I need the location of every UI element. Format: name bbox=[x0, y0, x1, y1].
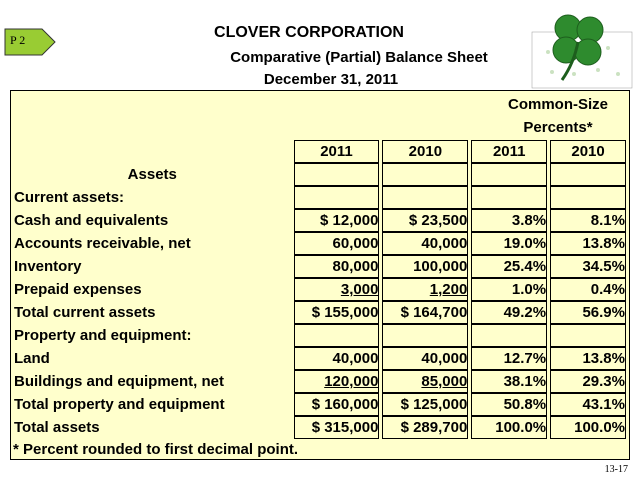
pct-2011 bbox=[471, 278, 547, 301]
col-2011: 2011 bbox=[294, 140, 380, 163]
common-size-line1: Common-Size bbox=[507, 96, 608, 113]
pct-2010-text: 0.4% bbox=[590, 281, 625, 298]
table-row bbox=[14, 370, 626, 393]
value-2010 bbox=[382, 255, 468, 278]
balance-sheet bbox=[10, 90, 630, 460]
value-2010 bbox=[382, 232, 468, 255]
pct-2010 bbox=[550, 232, 626, 255]
value-2010 bbox=[382, 163, 468, 186]
value-2011-text: 60,000 bbox=[332, 235, 379, 252]
value-2011 bbox=[294, 163, 380, 186]
table-row bbox=[14, 324, 626, 347]
header-label-cell bbox=[14, 140, 291, 163]
value-2011 bbox=[294, 209, 380, 232]
value-2010 bbox=[382, 278, 468, 301]
value-2011 bbox=[294, 278, 380, 301]
pct-2010 bbox=[550, 209, 626, 232]
pct-2010-text: 34.5% bbox=[582, 258, 625, 275]
pct-2010-text: 56.9% bbox=[582, 304, 625, 321]
table-row bbox=[14, 232, 626, 255]
pct-2011 bbox=[471, 370, 547, 393]
pct-2011 bbox=[471, 163, 547, 186]
col-2010: 2010 bbox=[382, 140, 468, 163]
pct-2011 bbox=[471, 301, 547, 324]
pct-2011-text: 19.0% bbox=[503, 235, 547, 252]
value-2010-text: 40,000 bbox=[421, 235, 468, 252]
pct-2011 bbox=[471, 416, 547, 439]
pct-2010-text: 13.8% bbox=[582, 235, 625, 252]
value-2010-text: 1,200 bbox=[429, 281, 468, 298]
pct-2011 bbox=[471, 347, 547, 370]
pct-2010 bbox=[550, 255, 626, 278]
row-label: Inventory bbox=[14, 258, 82, 275]
company-title: CLOVER CORPORATION bbox=[214, 24, 404, 41]
value-2010-text: $ 125,000 bbox=[400, 396, 468, 413]
slide-tag-label: P 2 bbox=[10, 33, 26, 47]
value-2010 bbox=[382, 301, 468, 324]
value-2010-text: 40,000 bbox=[421, 350, 468, 367]
value-2011 bbox=[294, 393, 380, 416]
pct-2011 bbox=[471, 324, 547, 347]
value-2011 bbox=[294, 324, 380, 347]
value-2010-text: $ 164,700 bbox=[400, 304, 468, 321]
column-header-row bbox=[14, 140, 626, 163]
pct-2010-text: 8.1% bbox=[590, 212, 625, 229]
pct-2010-text: 13.8% bbox=[582, 350, 625, 367]
pct-2010 bbox=[550, 416, 626, 439]
table-row bbox=[14, 163, 626, 186]
value-2010 bbox=[382, 347, 468, 370]
value-2011-text: 80,000 bbox=[332, 258, 379, 275]
row-label: Total current assets bbox=[14, 304, 156, 321]
pct-2010 bbox=[550, 393, 626, 416]
col-pct-2011: 2011 bbox=[471, 140, 547, 163]
footnote: * Percent rounded to first decimal point. bbox=[13, 441, 299, 458]
table-row bbox=[14, 416, 626, 439]
pct-2011-text: 50.8% bbox=[503, 396, 547, 413]
pct-2011 bbox=[471, 255, 547, 278]
value-2010 bbox=[382, 186, 468, 209]
pct-2011-text: 49.2% bbox=[503, 304, 547, 321]
value-2011-text: $ 160,000 bbox=[311, 396, 379, 413]
common-size-header bbox=[485, 93, 631, 139]
table-row bbox=[14, 301, 626, 324]
slide-number: 13-17 bbox=[604, 464, 628, 475]
col-pct-2010: 2010 bbox=[550, 140, 626, 163]
row-label: Total assets bbox=[14, 419, 100, 436]
value-2011 bbox=[294, 347, 380, 370]
value-2010 bbox=[382, 209, 468, 232]
value-2010-text: $ 23,500 bbox=[408, 212, 468, 229]
pct-2011 bbox=[471, 186, 547, 209]
row-label: Total property and equipment bbox=[14, 396, 225, 413]
table-row bbox=[14, 347, 626, 370]
pct-2010 bbox=[550, 278, 626, 301]
value-2011-text: $ 315,000 bbox=[311, 419, 379, 436]
value-2011 bbox=[294, 186, 380, 209]
pct-2010 bbox=[550, 370, 626, 393]
row-label: Cash and equivalents bbox=[14, 212, 169, 229]
row-label: Buildings and equipment, net bbox=[14, 373, 224, 390]
table-row bbox=[14, 393, 626, 416]
pct-2011-text: 25.4% bbox=[503, 258, 547, 275]
pct-2010 bbox=[550, 301, 626, 324]
row-label: Property and equipment: bbox=[14, 327, 192, 344]
clover-logo bbox=[514, 8, 634, 90]
value-2010 bbox=[382, 370, 468, 393]
value-2011-text: 120,000 bbox=[324, 373, 379, 390]
value-2010-text: 100,000 bbox=[413, 258, 468, 275]
value-2011-text: $ 155,000 bbox=[311, 304, 379, 321]
common-size-line2: Percents* bbox=[523, 119, 593, 136]
table-body bbox=[14, 163, 626, 439]
pct-2011-text: 38.1% bbox=[503, 373, 547, 390]
value-2011 bbox=[294, 370, 380, 393]
pct-2011-text: 1.0% bbox=[511, 281, 547, 298]
value-2011-text: 3,000 bbox=[340, 281, 379, 298]
balance-table bbox=[11, 140, 629, 439]
value-2011-text: $ 12,000 bbox=[320, 212, 379, 229]
pct-2010 bbox=[550, 163, 626, 186]
value-2010-text: 85,000 bbox=[421, 373, 468, 390]
statement-title: Comparative (Partial) Balance Sheet bbox=[230, 49, 488, 66]
pct-2010 bbox=[550, 347, 626, 370]
value-2011 bbox=[294, 232, 380, 255]
pct-2011-text: 12.7% bbox=[503, 350, 547, 367]
pct-2010-text: 29.3% bbox=[582, 373, 625, 390]
pct-2011 bbox=[471, 232, 547, 255]
value-2010 bbox=[382, 393, 468, 416]
row-label: Accounts receivable, net bbox=[14, 235, 191, 252]
pct-2011-text: 3.8% bbox=[511, 212, 547, 229]
pct-2010 bbox=[550, 186, 626, 209]
value-2010 bbox=[382, 324, 468, 347]
value-2010 bbox=[382, 416, 468, 439]
row-label: Current assets: bbox=[14, 189, 125, 206]
pct-2010 bbox=[550, 324, 626, 347]
table-row bbox=[14, 278, 626, 301]
value-2011 bbox=[294, 416, 380, 439]
table-row bbox=[14, 209, 626, 232]
value-2011 bbox=[294, 301, 380, 324]
table-row bbox=[14, 255, 626, 278]
pct-2011 bbox=[471, 393, 547, 416]
value-2011-text: 40,000 bbox=[332, 350, 379, 367]
pct-2010-text: 100.0% bbox=[574, 419, 625, 436]
statement-date: December 31, 2011 bbox=[263, 71, 399, 88]
row-label: Assets bbox=[127, 166, 177, 183]
value-2011 bbox=[294, 255, 380, 278]
pct-2011 bbox=[471, 209, 547, 232]
row-label: Land bbox=[14, 350, 50, 367]
pct-2010-text: 43.1% bbox=[582, 396, 625, 413]
pct-2011-text: 100.0% bbox=[495, 419, 547, 436]
value-2010-text: $ 289,700 bbox=[400, 419, 468, 436]
row-label: Prepaid expenses bbox=[14, 281, 142, 298]
table-row bbox=[14, 186, 626, 209]
